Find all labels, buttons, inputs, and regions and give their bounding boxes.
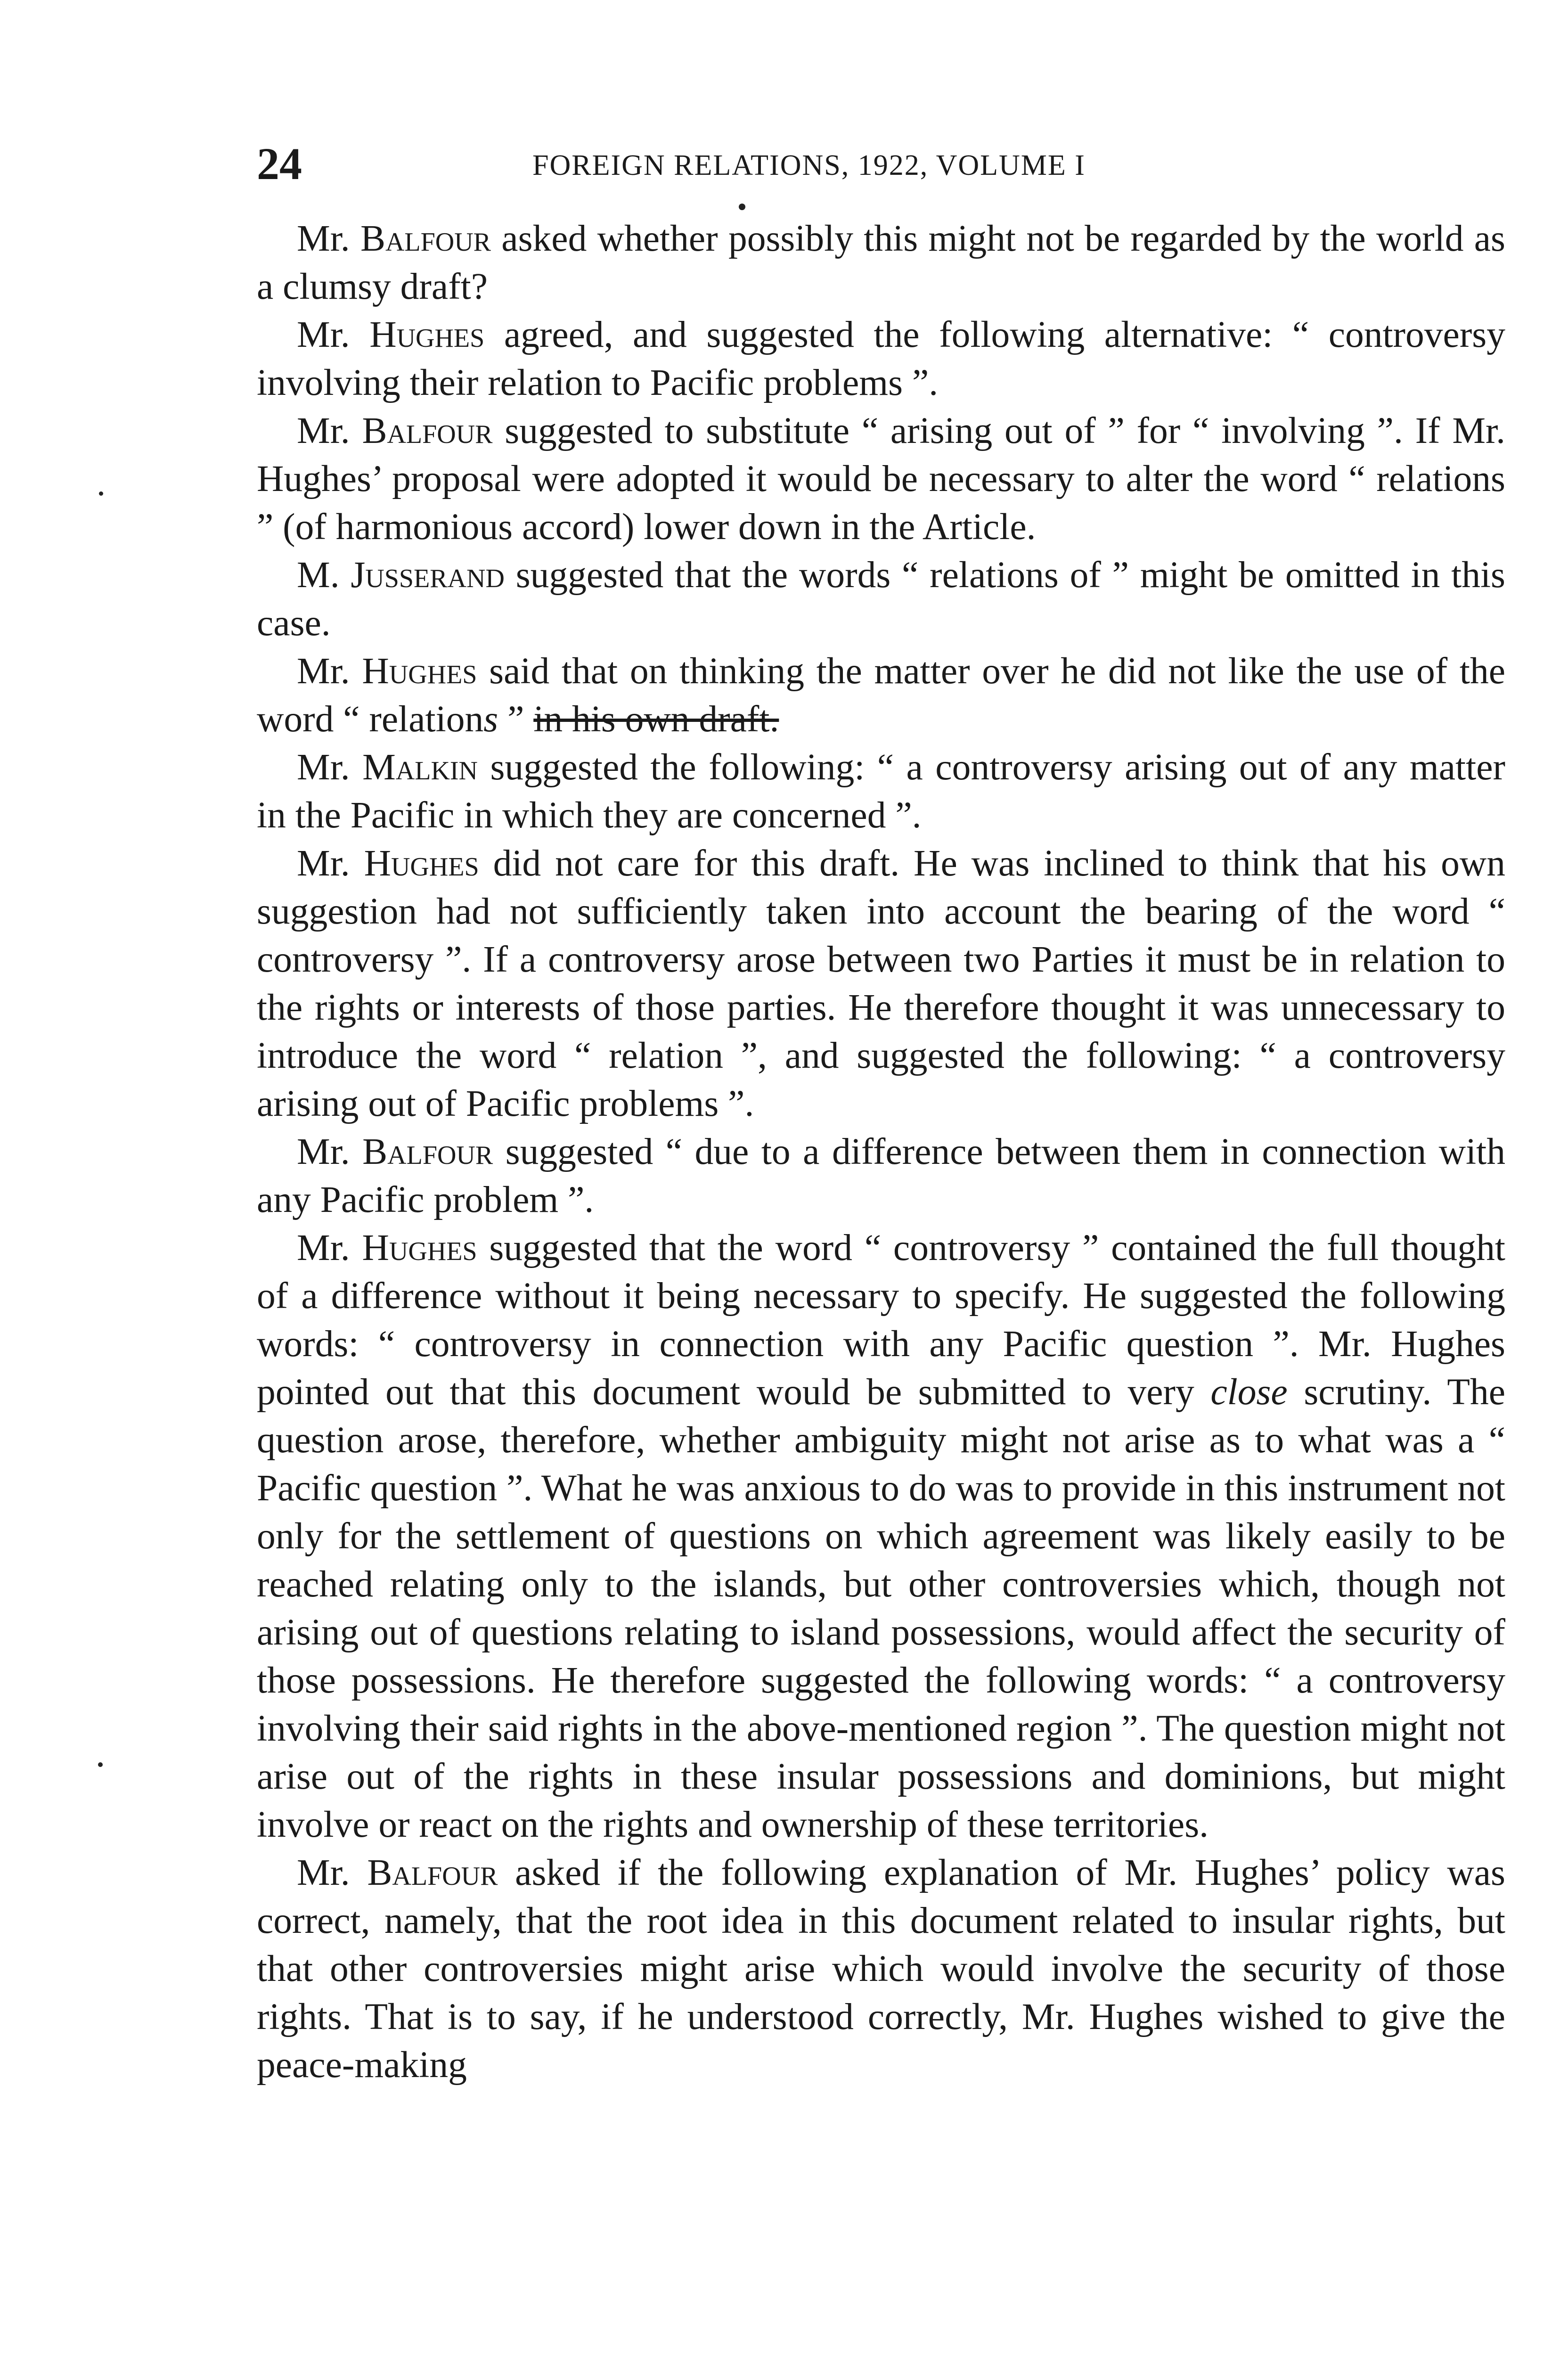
body-text — [257, 214, 1505, 2089]
paragraph-text: M. — [297, 554, 351, 596]
paragraph — [257, 407, 1505, 551]
speaker-name: Balfour — [367, 1852, 498, 1893]
paragraph-text: suggested that the words “ relations of ” might be omitted in this case. — [257, 554, 1505, 644]
stray-mark — [739, 204, 745, 210]
speaker-name: Hughes — [369, 314, 485, 355]
paragraph — [257, 1224, 1505, 1849]
paragraph-text: asked if the following explanation of Mr. Hughes’ policy was correct, namely, that the root idea in this document related to insular rights, but that other controversies might arise which would involve the security of those rights. That is to say, if he understood correctly, Mr. Hughes wished to give the peace-making — [257, 1852, 1505, 2086]
paragraph-text: Mr. — [297, 1227, 362, 1268]
paragraph-text: Mr. — [297, 843, 364, 884]
paragraph-text: s — [483, 698, 498, 740]
paragraph — [257, 647, 1505, 743]
paragraph-text: asked whether possibly this might not be regarded by the world as a clumsy draft? — [257, 218, 1505, 307]
speaker-name: Balfour — [362, 410, 493, 451]
page-number: 24 — [257, 139, 302, 189]
paragraph — [257, 311, 1505, 407]
paragraph — [257, 214, 1505, 311]
speaker-name: Balfour — [362, 1131, 493, 1172]
paragraph-text: suggested that the word “ controversy ” contained the full thought of a difference without it being necessary to specify. He suggested the following words: “ controversy in connection with any Pacific question ”. Mr. Hughes pointed out that this document would be submitted to very — [257, 1227, 1506, 1413]
paragraph-text: Mr. — [297, 218, 360, 259]
paragraph — [257, 1128, 1505, 1224]
paragraph-text: close — [1210, 1371, 1288, 1413]
speaker-name: Balfour — [360, 218, 491, 259]
paragraph — [257, 839, 1505, 1128]
paragraph-text: ” — [498, 698, 534, 740]
struck-text: in his own draft. — [533, 698, 779, 740]
paragraph — [257, 1849, 1505, 2089]
paragraph — [257, 551, 1505, 647]
speaker-name: Jusserand — [351, 554, 505, 596]
paragraph-text: suggested “ due to a difference between them in connection with any Pacific problem ”. — [257, 1131, 1505, 1220]
speaker-name: Hughes — [362, 1227, 477, 1268]
paragraph-text: Mr. — [297, 410, 362, 451]
speaker-name: Hughes — [362, 650, 477, 692]
paragraph-text: agreed, and suggested the following alternative: “ controversy involving their relation to Pacific problems ”. — [257, 314, 1505, 403]
paragraph-text: did not care for this draft. He was inclined to think that his own suggestion had not sufficiently taken into account the bearing of the word “ controversy ”. If a controversy arose between two Parties it must be in relation to the rights or interests of those parties. He therefore thought it was unnecessary to introduce the word “ relation ”, and suggested the following: “ a controversy arising out of Pacific problems ”. — [257, 843, 1505, 1124]
paragraph-text: Mr. — [297, 1131, 363, 1172]
paragraph-text: Mr. — [297, 650, 362, 692]
stray-mark — [99, 491, 103, 496]
paragraph-text: suggested the following: “ a controversy arising out of any matter in the Pacific in which they are concerned ”. — [257, 746, 1505, 836]
running-title: FOREIGN RELATIONS, 1922, VOLUME I — [532, 149, 1086, 181]
paragraph — [257, 743, 1505, 839]
paragraph-text: Mr. — [297, 1852, 368, 1893]
paragraph-text: scrutiny. The question arose, therefore, whether ambiguity might not arise as to what was a “ Pacific question ”. What he was anxious to do was to provide in this instrument not only for the settlement of questions on which agreement was likely easily to be reached relating only to the islands, but other controversies which, though not arising out of questions relating to island possessions, would affect the security of those possessions. He therefore suggested the following words: “ a controversy involving their said rights in the above-mentioned region ”. The question might not arise out of the rights in these insular possessions and dominions, but might involve or react on the rights and ownership of these territories. — [257, 1371, 1505, 1845]
paragraph-text: said that on thinking the matter over he did not like the use of the word “ relation — [257, 650, 1505, 740]
stray-mark — [98, 1762, 103, 1767]
paragraph-text: suggested to substitute “ arising out of ” for “ involving ”. If Mr. Hughes’ proposal were adopted it would be necessary to alter the word “ relations ” (of harmonious accord) lower down in the Article. — [257, 410, 1505, 548]
speaker-name: Malkin — [362, 746, 478, 788]
paragraph-text: Mr. — [297, 746, 363, 788]
paragraph-text: Mr. — [297, 314, 370, 355]
speaker-name: Hughes — [364, 843, 479, 884]
